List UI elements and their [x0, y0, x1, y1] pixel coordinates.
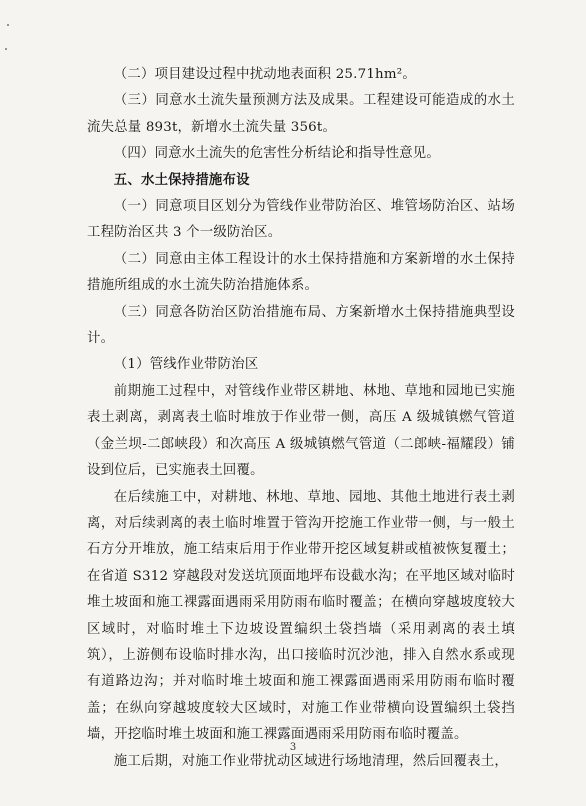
paragraph: 施工后期，对施工作业带扰动区域进行场地清理，然后回覆表土，: [113, 753, 508, 769]
paragraph: 在后续施工中，对耕地、林地、草地、园地、其他土地进行表土剥离，对后续剥离的表土临时堆置于管沟开挖施工作业带一侧，与一般土石方分开堆放，施工结束后用于作业带开挖区域复耕或植被恢复覆土；在省道 S312 穿越段对发送坑顶面地坪布设截水沟；在平地区域对临时堆土坡面和施工裸露面遇雨采用防雨布临时覆盖；在横向穿越坡度较大区域时，对临时堆土下边坡设置编织土袋挡墙（采用剥离的表土填筑），上游侧布设临时排水沟，出口接临时沉沙池，排入自然水系或现有道路边沟；并对临时堆土坡面和施工裸露面遇雨采用防雨布临时覆盖；在纵向穿越坡度较大区域时，对施工作业带横向设置编织土袋挡墙，开挖临时堆土坡面和施工裸露面遇雨采用防雨布临时覆盖。: [87, 489, 515, 743]
document-body: [87, 62, 515, 775]
page-number: 3: [289, 742, 297, 753]
scan-speck: [5, 48, 7, 50]
paragraph: （三）同意水土流失量预测方法及成果。工程建设可能造成的水土流失总量 893t，新增水土流失量 356t。: [87, 93, 515, 135]
paragraph: （一）同意项目区划分为管线作业带防治区、堆管场防治区、站场工程防治区共 3 个一级防治区。: [87, 199, 515, 241]
paragraph: 前期施工过程中，对管线作业带区耕地、林地、草地和园地已实施表土剥离，剥离表土临时堆放于作业带一侧，高压 A 级城镇燃气管道（金兰坝-二郎峡段）和次高压 A 级城镇燃气管道（二郎峡-福耀段）铺设到位后，已实施表土回覆。: [87, 383, 515, 479]
section-heading: 五、水土保持措施布设: [113, 172, 250, 188]
paragraph: （二）同意由主体工程设计的水土保持措施和方案新增的水土保持措施所组成的水土流失防治措施体系。: [87, 251, 515, 294]
scan-speck: [7, 24, 9, 26]
paragraph: （三）同意各防治区防治措施布局、方案新增水土保持措施典型设计。: [87, 304, 515, 347]
paragraph: （二）项目建设过程中扰动地表面积 25.71hm²。: [113, 67, 416, 82]
paragraph: （四）同意水土流失的危害性分析结论和指导性意见。: [113, 146, 440, 162]
paragraph: （1）管线作业带防治区: [113, 357, 259, 373]
